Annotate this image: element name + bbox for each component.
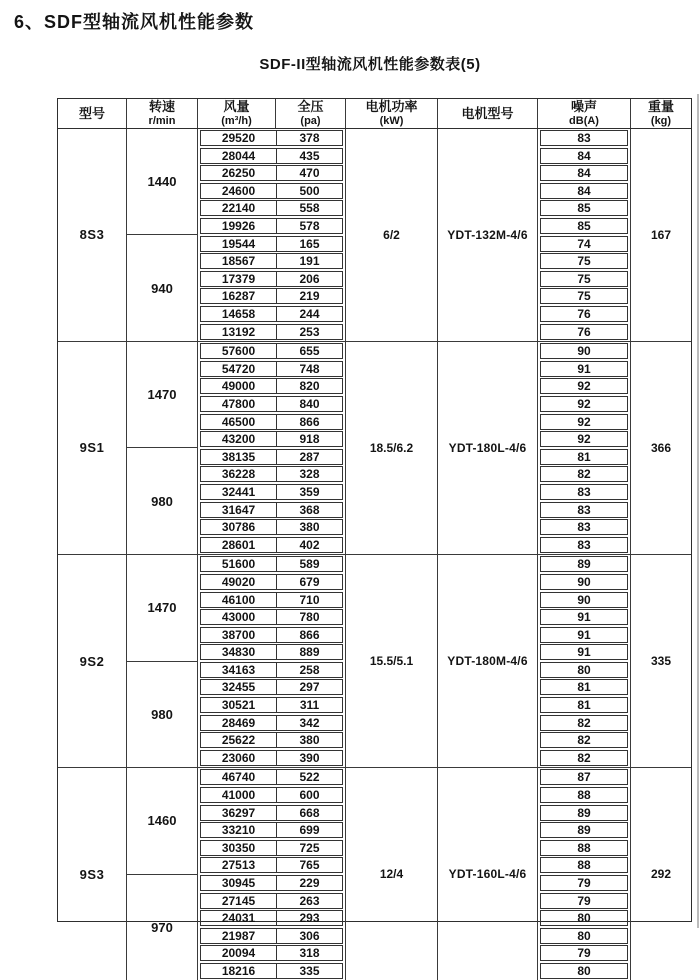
flow-value: 49000 [201,379,277,393]
noise-value: 83 [540,484,628,500]
flow-value: 57600 [201,344,277,358]
header-weight-label: 重量 [647,99,674,114]
model-cell: 9S3 [58,768,127,980]
header-speed [127,99,198,128]
pressure-value: 866 [299,627,320,642]
flow-pressure-row [200,253,343,269]
flow-pressure-row [200,697,343,713]
model-cell: 9S1 [58,342,127,554]
noise-value: 92 [540,431,628,447]
flow-pressure-row [200,750,343,766]
power-cell: 18.5/6.2 [346,342,438,554]
noise-value: 76 [540,324,628,340]
header-motor-label: 电机型号 [461,105,514,121]
header-power [346,99,438,128]
pressure-value: 328 [299,467,320,482]
flow-value: 25622 [201,733,277,747]
flow-value: 36297 [201,806,277,820]
flow-pressure-row [200,945,343,961]
flow-value: 19926 [201,219,277,233]
pressure-value: 655 [299,344,320,359]
pressure-value: 866 [299,414,320,429]
noise-value: 81 [540,679,628,695]
noise-value: 80 [540,910,628,926]
pressure-value: 918 [299,432,320,447]
flow-pressure-row [200,679,343,695]
flow-pressure-row [200,431,343,447]
flow-value: 23060 [201,751,277,765]
flow-pressure-row [200,306,343,322]
flow-value: 43000 [201,610,277,624]
weight-cell: 366 [650,440,672,455]
flow-value: 47800 [201,397,277,411]
header-noise [538,99,631,128]
flow-value: 16287 [201,289,277,303]
flow-pressure-row [200,200,343,216]
flow-value: 51600 [201,557,277,571]
pressure-value: 318 [299,946,320,961]
flow-value: 33210 [201,823,277,837]
noise-value: 84 [540,148,628,164]
flow-pressure-row [200,805,343,821]
flow-value: 24600 [201,184,277,198]
speed-cell: 980 [127,447,197,554]
flow-pressure-row [200,574,343,590]
noise-col [538,555,631,767]
noise-value: 89 [540,805,628,821]
pressure-value: 359 [299,484,320,499]
flow-pressure-row [200,502,343,518]
noise-value: 82 [540,750,628,766]
flow-value: 34830 [201,645,277,659]
header-flow-unit: (m³/h) [221,114,252,127]
pressure-value: 402 [299,537,320,552]
model-cell: 8S3 [58,129,127,341]
noise-value: 84 [540,183,628,199]
flow-pressure-row [200,627,343,643]
pressure-value: 380 [299,520,320,535]
pressure-value: 889 [299,645,320,660]
noise-value: 89 [540,822,628,838]
header-weight [631,99,691,128]
header-noise-label: 噪声 [570,99,597,114]
pressure-value: 297 [299,680,320,695]
header-model [58,99,127,128]
flow-pressure-row [200,592,343,608]
flow-pressure-row [200,875,343,891]
noise-value: 80 [540,928,628,944]
noise-value: 82 [540,466,628,482]
noise-value: 81 [540,449,628,465]
header-motor [438,99,538,128]
flow-pressure-row [200,343,343,359]
pressure-value: 600 [299,788,320,803]
noise-value: 90 [540,574,628,590]
flow-pressure-row [200,484,343,500]
pressure-value: 522 [299,770,320,785]
weight-cell: 335 [650,654,672,669]
flow-value: 43200 [201,432,277,446]
pressure-value: 668 [299,805,320,820]
flow-value: 14658 [201,307,277,321]
pressure-value: 589 [299,557,320,572]
weight-cell: 167 [650,227,672,242]
noise-value: 83 [540,130,628,146]
noise-value: 88 [540,787,628,803]
motor-cell: YDT-180M-4/6 [438,555,538,767]
flow-pressure-row [200,236,343,252]
noise-value: 82 [540,732,628,748]
flow-pressure-col [198,129,346,341]
flow-value: 36228 [201,467,277,481]
flow-value: 18567 [201,254,277,268]
noise-col [538,342,631,554]
noise-value: 75 [540,288,628,304]
flow-pressure-row [200,165,343,181]
flow-pressure-row [200,396,343,412]
header-model-label: 型号 [78,105,105,121]
speed-cell: 980 [127,661,197,768]
speed-cell: 1470 [147,387,177,403]
table-header-row [58,99,691,129]
flow-pressure-row [200,130,343,146]
flow-pressure-row [200,271,343,287]
flow-value: 28601 [201,538,277,552]
pressure-value: 263 [299,893,320,908]
flow-pressure-row [200,537,343,553]
pressure-value: 165 [299,236,320,251]
noise-value: 83 [540,519,628,535]
pressure-value: 368 [299,502,320,517]
flow-pressure-row [200,556,343,572]
flow-pressure-col [198,768,346,980]
flow-pressure-row [200,218,343,234]
flow-value: 18216 [201,964,277,978]
power-cell: 12/4 [346,768,438,980]
flow-pressure-row [200,466,343,482]
motor-cell: YDT-160L-4/6 [438,768,538,980]
pressure-value: 253 [299,324,320,339]
flow-pressure-row [200,449,343,465]
noise-value: 88 [540,840,628,856]
pressure-value: 342 [299,715,320,730]
power-cell: 15.5/5.1 [346,555,438,767]
flow-pressure-row [200,893,343,909]
flow-value: 41000 [201,788,277,802]
flow-pressure-row [200,324,343,340]
header-pressure [276,99,346,128]
flow-value: 34163 [201,663,277,677]
noise-value: 91 [540,627,628,643]
flow-pressure-row [200,378,343,394]
pressure-value: 558 [299,201,320,216]
scan-page-edge [697,94,699,928]
noise-col [538,129,631,341]
power-cell: 6/2 [346,129,438,341]
pressure-value: 229 [299,876,320,891]
pressure-value: 206 [299,271,320,286]
noise-value: 75 [540,271,628,287]
flow-pressure-row [200,732,343,748]
pressure-value: 311 [299,698,320,713]
model-group-row [58,554,691,767]
flow-value: 24031 [201,911,277,925]
pressure-value: 679 [299,574,320,589]
motor-cell: YDT-180L-4/6 [438,342,538,554]
flow-value: 13192 [201,325,277,339]
noise-value: 74 [540,236,628,252]
noise-value: 92 [540,378,628,394]
fan-spec-table [57,98,692,978]
noise-value: 79 [540,875,628,891]
noise-value: 83 [540,537,628,553]
flow-value: 26250 [201,166,277,180]
flow-value: 20094 [201,946,277,960]
pressure-value: 820 [299,379,320,394]
pressure-value: 578 [299,219,320,234]
speed-col [127,342,198,554]
pressure-value: 380 [299,733,320,748]
noise-value: 92 [540,414,628,430]
header-speed-label: 转速 [148,99,175,114]
noise-value: 89 [540,556,628,572]
speed-cell: 940 [127,234,197,341]
motor-cell: YDT-132M-4/6 [438,129,538,341]
model-group-row [58,767,691,980]
flow-value: 30521 [201,698,277,712]
pressure-value: 287 [299,449,320,464]
pressure-value: 244 [299,307,320,322]
header-power-unit: (kW) [379,114,404,127]
speed-cell: 1470 [147,600,177,616]
pressure-value: 710 [299,592,320,607]
pressure-value: 780 [299,610,320,625]
noise-value: 91 [540,609,628,625]
flow-pressure-row [200,183,343,199]
flow-pressure-row [200,644,343,660]
pressure-value: 765 [299,858,320,873]
flow-value: 30350 [201,841,277,855]
page-heading: 6、SDF型轴流风机性能参数 [14,12,255,32]
flow-value: 38135 [201,450,277,464]
speed-col [127,555,198,767]
pressure-value: 390 [299,750,320,765]
weight-cell: 292 [650,867,672,882]
header-flow [198,99,276,128]
header-power-label: 电机功率 [365,99,418,114]
noise-value: 92 [540,396,628,412]
noise-value: 88 [540,857,628,873]
pressure-value: 725 [299,840,320,855]
flow-pressure-row [200,361,343,377]
flow-value: 27513 [201,858,277,872]
flow-value: 17379 [201,272,277,286]
flow-value: 27145 [201,894,277,908]
flow-value: 29520 [201,131,277,145]
noise-value: 79 [540,945,628,961]
pressure-value: 293 [299,911,320,926]
header-flow-label: 风量 [223,99,250,114]
flow-pressure-row [200,288,343,304]
flow-value: 28469 [201,716,277,730]
header-weight-unit: (kg) [650,114,672,127]
flow-value: 46500 [201,415,277,429]
flow-value: 22140 [201,201,277,215]
noise-value: 79 [540,893,628,909]
table-body [58,129,691,980]
flow-value: 31647 [201,503,277,517]
noise-value: 81 [540,697,628,713]
flow-value: 38700 [201,628,277,642]
header-pressure-label: 全压 [297,99,324,114]
noise-value: 84 [540,165,628,181]
pressure-value: 699 [299,823,320,838]
flow-pressure-row [200,857,343,873]
flow-value: 21987 [201,929,277,943]
flow-value: 46100 [201,593,277,607]
flow-pressure-row [200,715,343,731]
flow-pressure-col [198,555,346,767]
flow-value: 54720 [201,362,277,376]
flow-pressure-row [200,519,343,535]
pressure-value: 470 [299,166,320,181]
flow-value: 28044 [201,149,277,163]
flow-pressure-row [200,414,343,430]
flow-pressure-row [200,928,343,944]
flow-pressure-row [200,963,343,979]
noise-value: 80 [540,662,628,678]
pressure-value: 435 [299,148,320,163]
speed-col [127,129,198,341]
header-noise-unit: dB(A) [569,114,599,127]
noise-value: 90 [540,343,628,359]
flow-value: 49020 [201,575,277,589]
flow-pressure-col [198,342,346,554]
flow-pressure-row [200,910,343,926]
noise-value: 85 [540,200,628,216]
speed-cell: 970 [127,874,197,980]
pressure-value: 840 [299,396,320,411]
pressure-value: 500 [299,183,320,198]
flow-value: 30786 [201,520,277,534]
pressure-value: 306 [299,928,320,943]
flow-pressure-row [200,787,343,803]
pressure-value: 748 [299,361,320,376]
noise-value: 76 [540,306,628,322]
table-title: SDF-II型轴流风机性能参数表(5) [259,56,481,73]
flow-pressure-row [200,148,343,164]
noise-value: 82 [540,715,628,731]
speed-cell: 1440 [147,174,177,190]
noise-value: 75 [540,253,628,269]
noise-value: 83 [540,502,628,518]
pressure-value: 378 [299,131,320,146]
flow-value: 30945 [201,876,277,890]
noise-value: 87 [540,769,628,785]
flow-pressure-row [200,769,343,785]
noise-value: 90 [540,592,628,608]
flow-value: 19544 [201,237,277,251]
pressure-value: 335 [299,963,320,978]
noise-value: 91 [540,644,628,660]
flow-pressure-row [200,609,343,625]
speed-cell: 1460 [147,813,177,829]
noise-value: 91 [540,361,628,377]
header-pressure-unit: (pa) [300,114,321,127]
model-group-row [58,341,691,554]
model-cell: 9S2 [58,555,127,767]
flow-pressure-row [200,662,343,678]
pressure-value: 219 [299,289,320,304]
flow-pressure-row [200,822,343,838]
flow-value: 32455 [201,680,277,694]
model-group-row [58,129,691,341]
noise-value: 85 [540,218,628,234]
flow-value: 46740 [201,770,277,784]
pressure-value: 258 [299,662,320,677]
speed-col [127,768,198,980]
header-speed-unit: r/min [148,114,176,127]
noise-value: 80 [540,963,628,979]
flow-value: 32441 [201,485,277,499]
noise-col [538,768,631,980]
pressure-value: 191 [299,254,320,269]
flow-pressure-row [200,840,343,856]
